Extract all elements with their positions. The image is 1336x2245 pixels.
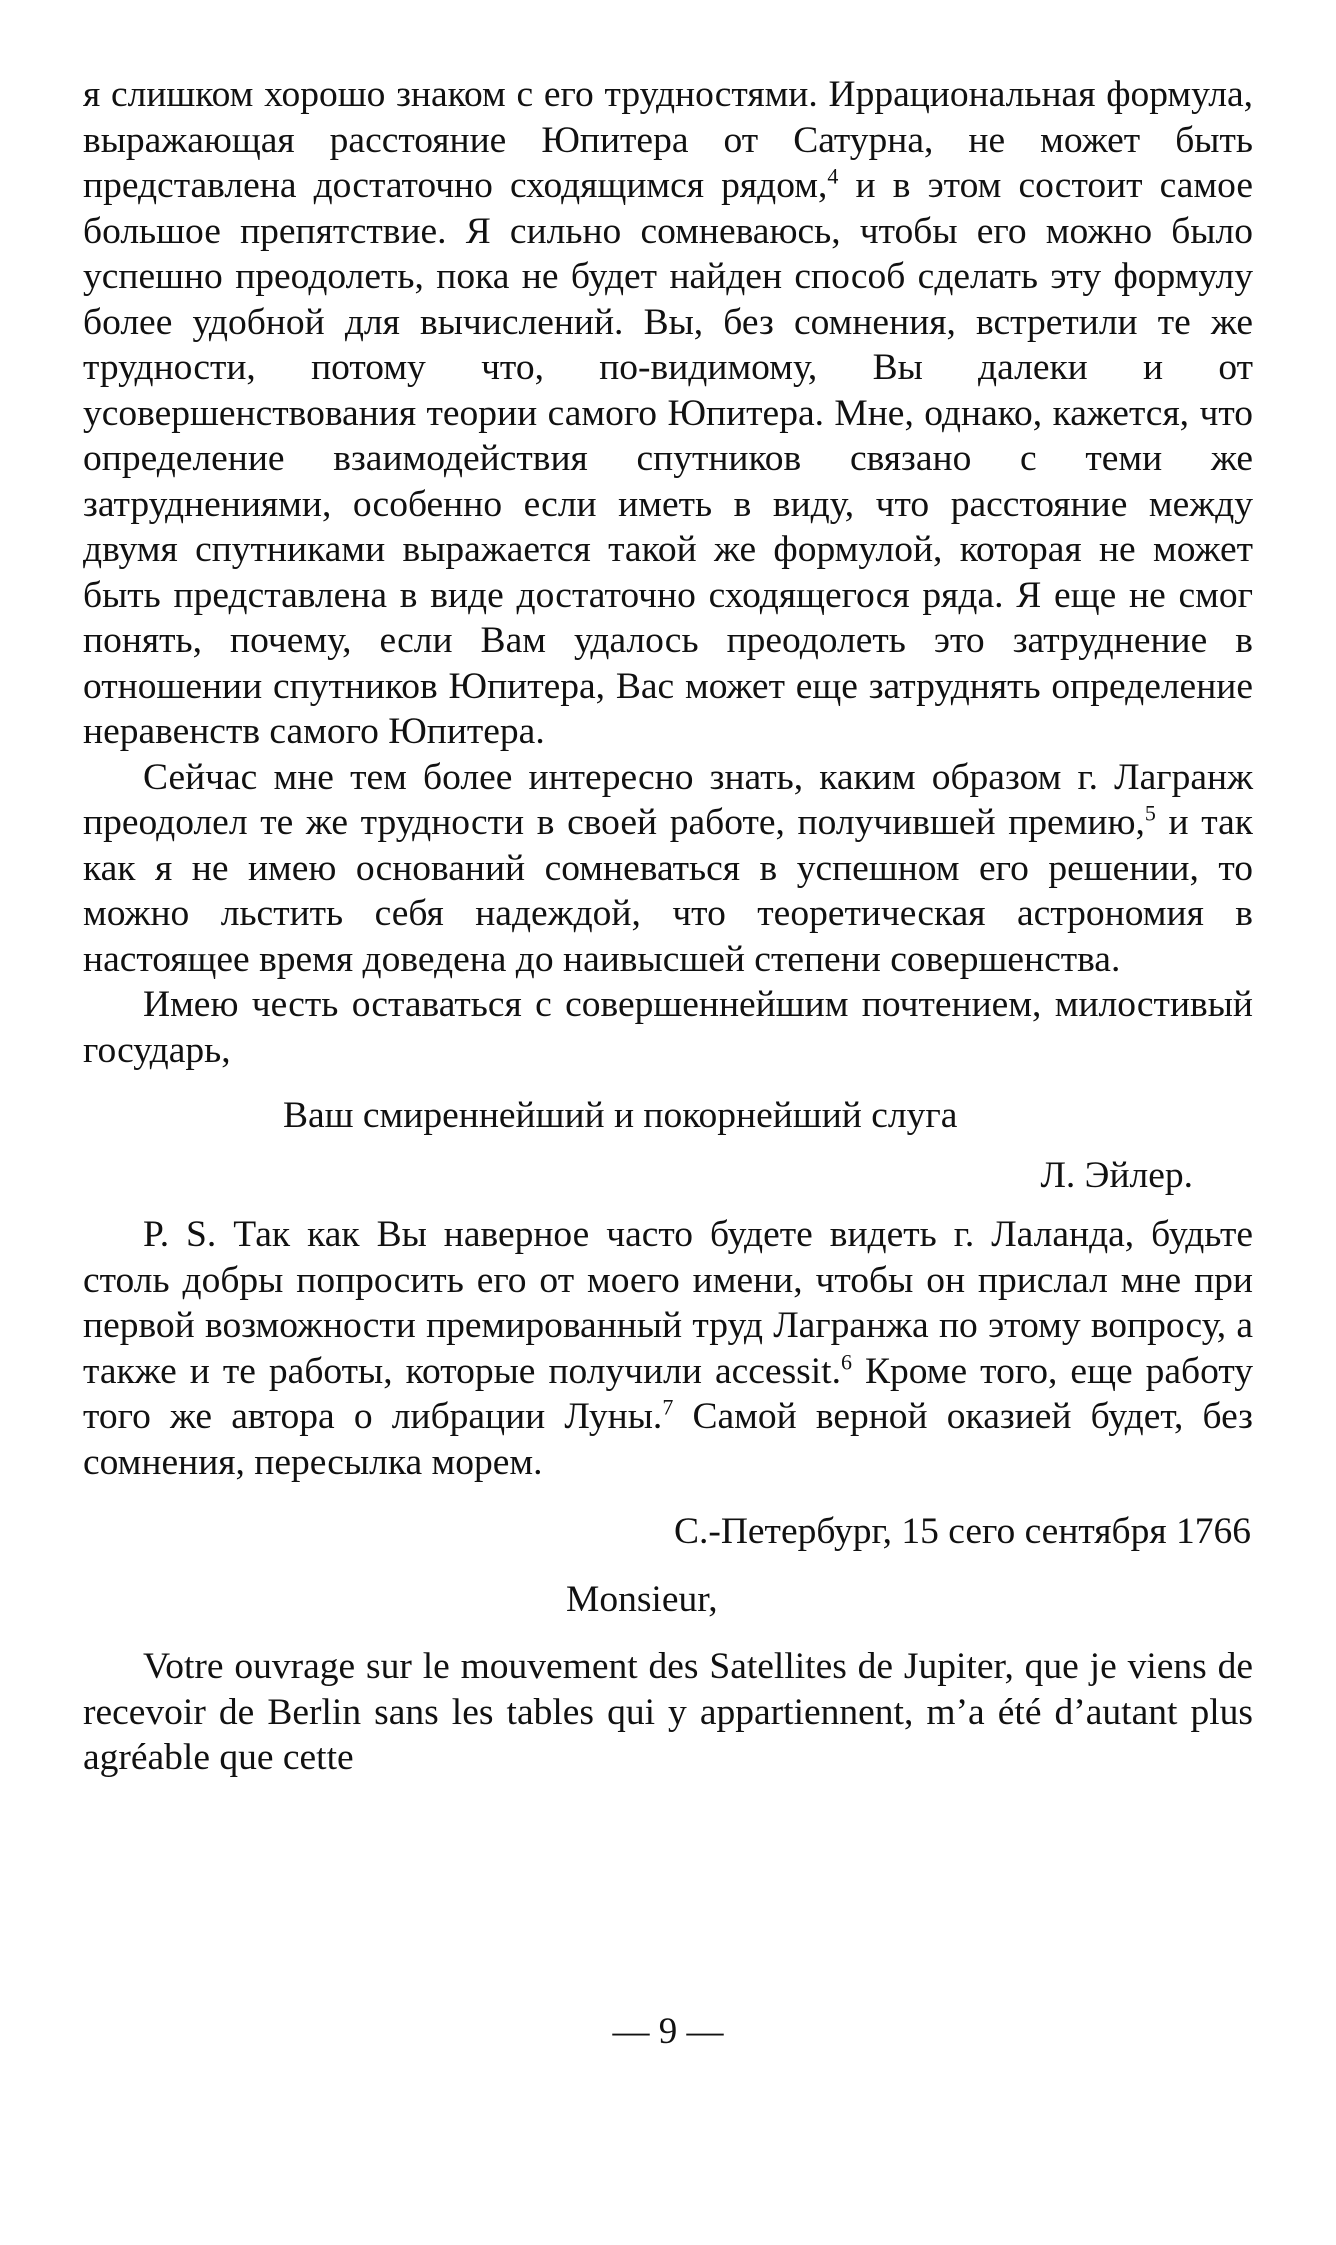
page-number: — 9 —: [612, 2011, 724, 2052]
text-run: я слишком хорошо знаком с его трудностями. Иррациональная формула, выражающая расстояние Юпитера от Сатурна, не может быть представлена достаточно сходящимся рядом,: [83, 74, 1253, 206]
paragraph-lagrange: [83, 755, 1253, 983]
closing-line: Ваш смиреннейший и покорнейший слуга: [283, 1095, 958, 1136]
text-run: Сейчас мне тем более интересно знать, каким образом г. Лагранж преодолел те же трудности в своей работе, получившей премию,: [83, 756, 1253, 843]
footnote-marker: 4: [827, 163, 839, 189]
salutation: Monsieur,: [566, 1578, 718, 1620]
french-letter-text: Votre ouvrage sur le mouvement des Satellites de Jupiter, que je viens de recevoir de Berlin sans les tables qui y appartiennent, m’a été d’autant plus agréable que cette: [83, 1646, 1253, 1778]
page-body: [83, 72, 1253, 1781]
signature: Л. Эйлер.: [1040, 1154, 1193, 1196]
text-run: P. S. Так как Вы наверное часто будете видеть г. Лаланда, будьте столь добры попросить его от моего имени, чтобы он прислал мне при первой возможности премированный труд Лагранжа по этому вопросу, а также и те работы, которые получили accessit.: [83, 1214, 1253, 1392]
paragraph-respect: Имею честь оставаться с совершеннейшим почтением, милостивый государь,: [83, 984, 1253, 1071]
paragraph-continuation: [83, 72, 1253, 755]
text-run: и в этом состоит самое большое препятствие. Я сильно сомневаюсь, чтобы его можно было успешно преодолеть, пока не будет найден способ сделать эту формулу более удобной для вычислений. Вы, без сомнения, встретили те же трудности, потому что, по-видимому, Вы далеки и от усовершенствования теории самого Юпитера. Мне, однако, кажется, что определение взаимодействия спутников связано с теми же затруднениями, особенно если иметь в виду, что расстояние между двумя спутниками выражается такой же формулой, которая не может быть представлена в виде достаточно сходящегося ряда. Я еще не смог понять, почему, если Вам удалось преодолеть это затруднение в отношении спутников Юпитера, Вас может еще затруднять определение неравенств самого Юпитера.: [83, 165, 1254, 752]
text-run: Самой верной оказией будет, без сомнения, пересылка морем.: [83, 1396, 1253, 1483]
footnote-marker: 5: [1144, 800, 1156, 826]
footnote-marker: 7: [662, 1394, 674, 1420]
footnote-marker: 6: [840, 1349, 852, 1374]
text-run: и так как я не имею оснований сомневаться в успешном его решении, то можно льстить себя надеждой, что теоретическая астрономия в настоящее время доведена до наивысшей степени совершенства.: [83, 802, 1253, 980]
letter-date: С.-Петербург, 15 сего сентября 1766: [673, 1511, 1251, 1552]
text-run: Кроме того, еще работу того же автора о либрации Луны.: [83, 1350, 1253, 1437]
postscript: [83, 1212, 1253, 1485]
